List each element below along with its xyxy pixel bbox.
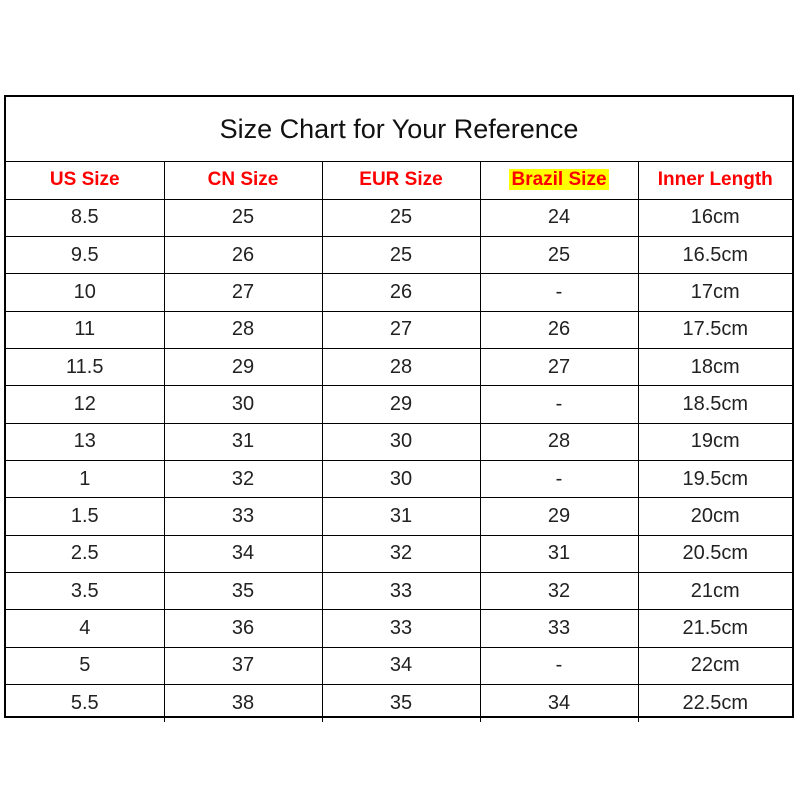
cell-inner-length: 20.5cm (638, 535, 792, 572)
cell-eur-size: 35 (322, 684, 480, 721)
cell-us-size: 4 (6, 610, 164, 647)
header-us-size: US Size (6, 162, 164, 199)
table-row (6, 386, 792, 423)
cell-inner-length: 22.5cm (638, 684, 792, 721)
table-row (6, 498, 792, 535)
cell-cn-size: 27 (164, 274, 322, 311)
cell-eur-size: 27 (322, 311, 480, 348)
table-row (6, 423, 792, 460)
cell-cn-size: 32 (164, 460, 322, 497)
cell-us-size: 13 (6, 423, 164, 460)
cell-cn-size: 36 (164, 610, 322, 647)
cell-cn-size: 28 (164, 311, 322, 348)
cell-cn-size: 38 (164, 684, 322, 721)
cell-us-size: 1 (6, 460, 164, 497)
cell-brazil-size: 27 (480, 348, 638, 385)
cell-cn-size: 33 (164, 498, 322, 535)
cell-brazil-size: - (480, 647, 638, 684)
cell-eur-size: 32 (322, 535, 480, 572)
table-row (6, 460, 792, 497)
table-row (6, 647, 792, 684)
header-eur-size: EUR Size (322, 162, 480, 199)
cell-us-size: 5 (6, 647, 164, 684)
cell-brazil-size: - (480, 460, 638, 497)
table-row (6, 199, 792, 236)
cell-brazil-size: 29 (480, 498, 638, 535)
cell-eur-size: 25 (322, 236, 480, 273)
cell-inner-length: 16.5cm (638, 236, 792, 273)
cell-us-size: 11.5 (6, 348, 164, 385)
header-cn-size: CN Size (164, 162, 322, 199)
cell-cn-size: 29 (164, 348, 322, 385)
cell-eur-size: 33 (322, 610, 480, 647)
cell-us-size: 10 (6, 274, 164, 311)
cell-us-size: 9.5 (6, 236, 164, 273)
cell-inner-length: 17cm (638, 274, 792, 311)
cell-us-size: 8.5 (6, 199, 164, 236)
cell-inner-length: 22cm (638, 647, 792, 684)
cell-us-size: 3.5 (6, 572, 164, 609)
cell-us-size: 12 (6, 386, 164, 423)
cell-eur-size: 34 (322, 647, 480, 684)
table-row (6, 236, 792, 273)
cell-brazil-size: - (480, 274, 638, 311)
cell-inner-length: 21.5cm (638, 610, 792, 647)
cell-brazil-size: 28 (480, 423, 638, 460)
cell-cn-size: 35 (164, 572, 322, 609)
cell-eur-size: 30 (322, 460, 480, 497)
table-row (6, 572, 792, 609)
cell-brazil-size: 25 (480, 236, 638, 273)
table-row (6, 684, 792, 721)
cell-eur-size: 33 (322, 572, 480, 609)
table-row (6, 348, 792, 385)
cell-brazil-size: - (480, 386, 638, 423)
cell-us-size: 2.5 (6, 535, 164, 572)
table-row (6, 274, 792, 311)
cell-eur-size: 28 (322, 348, 480, 385)
size-chart (4, 95, 794, 718)
cell-brazil-size: 26 (480, 311, 638, 348)
chart-title: Size Chart for Your Reference (6, 97, 792, 162)
cell-eur-size: 25 (322, 199, 480, 236)
cell-eur-size: 26 (322, 274, 480, 311)
cell-eur-size: 31 (322, 498, 480, 535)
cell-inner-length: 16cm (638, 199, 792, 236)
cell-inner-length: 18.5cm (638, 386, 792, 423)
cell-cn-size: 34 (164, 535, 322, 572)
cell-cn-size: 25 (164, 199, 322, 236)
header-brazil-size (480, 162, 638, 199)
cell-inner-length: 20cm (638, 498, 792, 535)
cell-eur-size: 29 (322, 386, 480, 423)
header-inner-length: Inner Length (638, 162, 792, 199)
table-row (6, 311, 792, 348)
cell-brazil-size: 31 (480, 535, 638, 572)
cell-us-size: 1.5 (6, 498, 164, 535)
table-row (6, 610, 792, 647)
cell-cn-size: 30 (164, 386, 322, 423)
cell-cn-size: 37 (164, 647, 322, 684)
cell-inner-length: 21cm (638, 572, 792, 609)
table-body (6, 199, 792, 722)
cell-inner-length: 17.5cm (638, 311, 792, 348)
size-table (6, 162, 792, 722)
header-brazil-size-label: Brazil Size (511, 169, 607, 191)
cell-cn-size: 26 (164, 236, 322, 273)
cell-brazil-size: 33 (480, 610, 638, 647)
cell-us-size: 5.5 (6, 684, 164, 721)
cell-eur-size: 30 (322, 423, 480, 460)
header-row (6, 162, 792, 199)
cell-brazil-size: 32 (480, 572, 638, 609)
cell-inner-length: 19cm (638, 423, 792, 460)
table-row (6, 535, 792, 572)
cell-cn-size: 31 (164, 423, 322, 460)
cell-us-size: 11 (6, 311, 164, 348)
cell-brazil-size: 34 (480, 684, 638, 721)
cell-inner-length: 18cm (638, 348, 792, 385)
cell-inner-length: 19.5cm (638, 460, 792, 497)
cell-brazil-size: 24 (480, 199, 638, 236)
